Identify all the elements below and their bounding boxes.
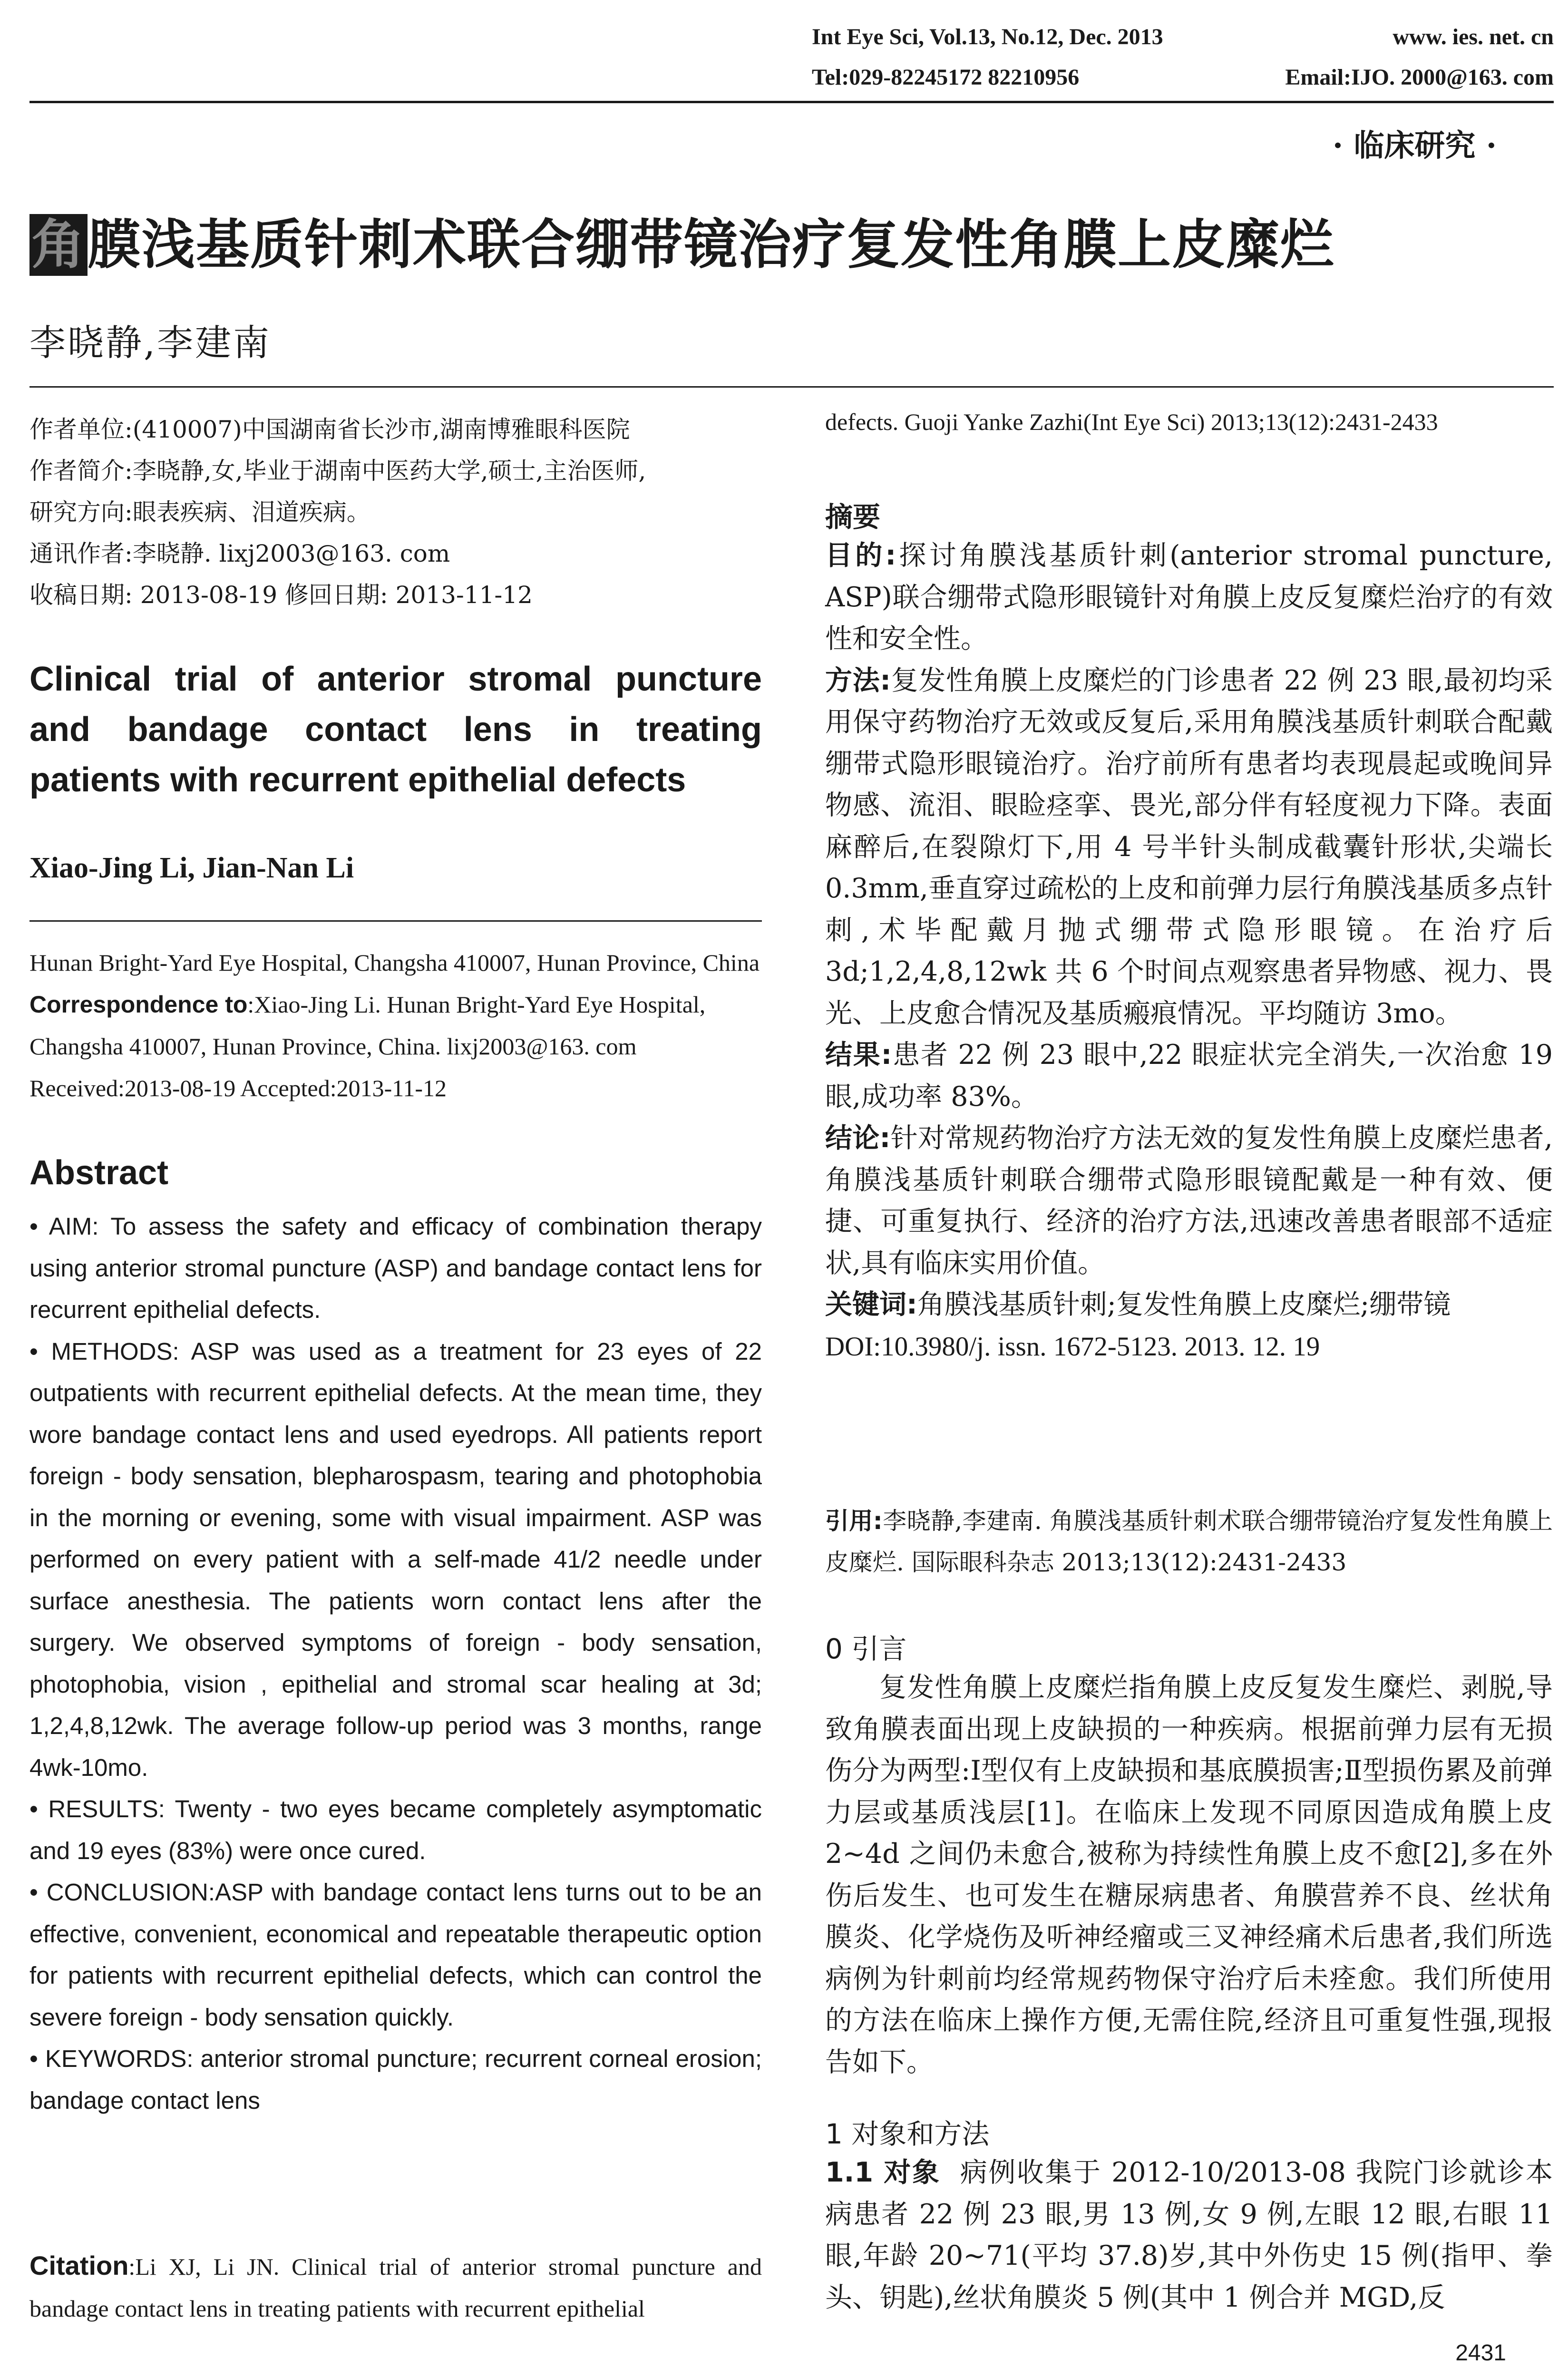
journal-tel: Tel:029-82245172 82210956	[812, 65, 1080, 90]
abstract-cn-aim	[825, 535, 1553, 660]
abstract-heading: Abstract	[29, 1154, 169, 1192]
abstract-cn-label: 方法:	[825, 664, 891, 696]
section-0-heading: 0 引言	[825, 1633, 907, 1665]
article-title-cn	[29, 202, 1334, 279]
journal-website: www. ies. net. cn	[1393, 24, 1554, 49]
abstract-cn-results	[825, 1034, 1553, 1118]
abstract-cn-text: 复发性角膜上皮糜烂的门诊患者 22 例 23 眼,最初均采用保守药物治疗无效或反复后,采用角膜浅基质针刺联合配戴绷带式隐形眼镜治疗。治疗前所有患者均表现晨起或晚间异物感、流泪、眼睑痉挛、畏光,部分伴有轻度视力下降。表面麻醉后,在裂隙灯下,用 4 号半针头制成截囊针形状,尖端长 0.3mm,垂直穿过疏松的上皮和前弹力层行角膜浅基质多点针刺,术毕配戴月抛式绷带式隐形眼镜。在治疗后 3d;1,2,4,8,12wk 共 6 个时间点观察患者异物感、视力、畏光、上皮愈合情况及基质瘢痕情况。平均随访 3mo。	[825, 664, 1553, 1029]
section-1-1-label: 1.1 对象	[825, 2157, 941, 2188]
abstract-cn-text: 针对常规药物治疗方法无效的复发性角膜上皮糜烂患者,角膜浅基质针刺联合绷带式隐形眼镜配戴是一种有效、便捷、可重复执行、经济的治疗方法,迅速改善患者眼部不适症状,具有临床实用价值。	[825, 1122, 1553, 1279]
affiliation-block-en	[29, 942, 762, 1109]
abstract-cn-heading: 摘要	[825, 501, 881, 533]
abstract-cn-keywords	[825, 1284, 1553, 1326]
meta-line: 作者简介:李晓静,女,毕业于湖南中医药大学,硕士,主治医师,	[29, 457, 646, 485]
abstract-cn-conclusion	[825, 1118, 1553, 1284]
abstract-cn	[825, 535, 1553, 1367]
abstract-cn-text: 角膜浅基质针刺;复发性角膜上皮糜烂;绷带镜	[917, 1289, 1451, 1320]
citation-cn	[825, 1500, 1553, 1583]
abstract-cn-text: 患者 22 例 23 眼中,22 眼症状完全消失,一次治愈 19 眼,成功率 83%。	[825, 1039, 1553, 1112]
authors-cn: 李晓静,李建南	[29, 321, 272, 364]
correspondence-line2: Changsha 410007, Hunan Province, China. lixj2003@163. com	[29, 1033, 637, 1060]
doi: DOI:10.3980/j. issn. 1672-5123. 2013. 12. 19	[825, 1331, 1320, 1362]
authors-rule	[29, 386, 1554, 388]
correspondence-line	[29, 984, 762, 1025]
section-0-body	[825, 1667, 1553, 2083]
running-header-line1	[812, 24, 1554, 50]
meta-line: 作者单位:(410007)中国湖南省长沙市,湖南博雅眼科医院	[29, 416, 630, 443]
abstract-cn-label: 结果:	[825, 1039, 892, 1071]
abstract-cn-methods	[825, 660, 1553, 1035]
citation-en	[29, 2245, 762, 2329]
abstract-methods: • METHODS: ASP was used as a treatment for 23 eyes of 22 outpatients with recurrent epithelial defects. At the mean time, they wore bandage contact lens and used eyedrops. All patients report foreign - body sensation, blepharospasm, tearing and photophobia in the morning or evening, some with visual impairment. ASP was performed on every patient with a self-made 41/2 needle under surface anesthesia. The patients worn contact lens after the surgery. We observed symptoms of foreign - body sensation, photophobia, vision , epithelial and stromal scar healing at 3d; 1,2,4,8,12wk. The average follow-up period was 3 months, range 4wk-10mo.	[29, 1337, 762, 1781]
abstract-cn-label: 结论:	[825, 1122, 891, 1154]
abstract-aim: • AIM: To assess the safety and efficacy of combination therapy using anterior stromal puncture (ASP) and bandage contact lens for recurrent epithelial defects.	[29, 1213, 762, 1323]
title-rest: 膜浅基质针刺术联合绷带镜治疗复发性角膜上皮糜烂	[88, 214, 1334, 276]
abstract-keywords: • KEYWORDS: anterior stromal puncture; recurrent corneal erosion; bandage contact lens	[29, 2045, 762, 2114]
meta-line: 研究方向:眼表疾病、泪道疾病。	[29, 498, 370, 526]
citation-cn-label: 引用:	[825, 1507, 883, 1535]
abstract-cn-label: 目的:	[825, 540, 896, 571]
header-rule	[29, 101, 1554, 103]
section-1-1	[825, 2152, 1553, 2319]
running-header-line2	[812, 64, 1554, 90]
section-0-paragraph: 复发性角膜上皮糜烂指角膜上皮反复发生糜烂、剥脱,导致角膜表面出现上皮缺损的一种疾病。根据前弹力层有无损伤分为两型:Ⅰ型仅有上皮缺损和基底膜损害;Ⅱ型损伤累及前弹力层或基质浅层[1]。在临床上发现不同原因造成角膜上皮 2~4d 之间仍未愈合,被称为持续性角膜上皮不愈[2],多在外伤后发生、也可发生在糖尿病患者、角膜营养不良、丝状角膜炎、化学烧伤及听神经瘤或三叉神经痛术后患者,我们所选病例为针刺前均经常规药物保守治疗后未痊愈。我们所使用的方法在临床上操作方便,无需住院,经济且可重复性强,现报告如下。	[825, 1672, 1553, 2078]
citation-text: :Li XJ, Li JN. Clinical trial of anterior stromal puncture and bandage contact lens in treating patients with recurrent epithelial	[29, 2253, 762, 2322]
journal-email: Email:IJO. 2000@163. com	[1285, 65, 1554, 90]
abstract-cn-label: 关键词:	[825, 1289, 917, 1320]
citation-continued: defects. Guoji Yanke Zazhi(Int Eye Sci) 2013;13(12):2431-2433	[825, 409, 1438, 435]
section-tag: · 临床研究 ·	[1332, 128, 1497, 164]
authors-en-rule	[29, 920, 762, 922]
received-accepted-en: Received:2013-08-19 Accepted:2013-11-12	[29, 1075, 447, 1101]
section-1-1-text: 病例收集于 2012-10/2013-08 我院门诊就诊本病患者 22 例 23 眼,男 13 例,女 9 例,左眼 12 眼,右眼 11 眼,年龄 20~71(平均 37.8)岁,其中外伤史 15 例(指甲、拳头、钥匙),丝状角膜炎 5 例(其中 1 例合并 MGD,反	[825, 2157, 1553, 2313]
correspondence-text: :Xiao-Jing Li. Hunan Bright-Yard Eye Hospital,	[247, 991, 706, 1018]
article-title-en: Clinical trial of anterior stromal puncture and bandage contact lens in treating patients with recurrent epithelial defects	[29, 660, 762, 799]
meta-line: 收稿日期: 2013-08-19 修回日期: 2013-11-12	[29, 581, 533, 609]
citation-label: Citation	[29, 2250, 129, 2280]
citation-cn-text: 李晓静,李建南. 角膜浅基质针刺术联合绷带镜治疗复发性角膜上皮糜烂. 国际眼科杂志 2013;13(12):2431-2433	[825, 1507, 1553, 1576]
abstract-cn-text: 探讨角膜浅基质针刺(anterior stromal puncture, ASP)联合绷带式隐形眼镜针对角膜上皮反复糜烂治疗的有效性和安全性。	[825, 540, 1553, 654]
author-info-cn	[29, 409, 762, 616]
affiliation-en: Hunan Bright-Yard Eye Hospital, Changsha 410007, Hunan Province, China	[29, 949, 760, 976]
title-first-char: 角	[29, 214, 88, 276]
correspondence-label: Correspondence to	[29, 991, 248, 1018]
page-number: 2431	[1455, 2340, 1506, 2366]
section-1-heading: 1 对象和方法	[825, 2118, 990, 2150]
abstract-conclusion: • CONCLUSION:ASP with bandage contact lens turns out to be an effective, convenient, economical and repeatable therapeutic option for patients with recurrent epithelial defects, which can control the severe foreign - body sensation quickly.	[29, 1879, 762, 2031]
abstract-en	[29, 1206, 762, 2121]
meta-line: 通讯作者:李晓静. lixj2003@163. com	[29, 540, 450, 567]
journal-citation: Int Eye Sci, Vol.13, No.12, Dec. 2013	[812, 24, 1163, 49]
abstract-results: • RESULTS: Twenty - two eyes became completely asymptomatic and 19 eyes (83%) were once cured.	[29, 1795, 762, 1864]
authors-en: Xiao-Jing Li, Jian-Nan Li	[29, 852, 354, 884]
